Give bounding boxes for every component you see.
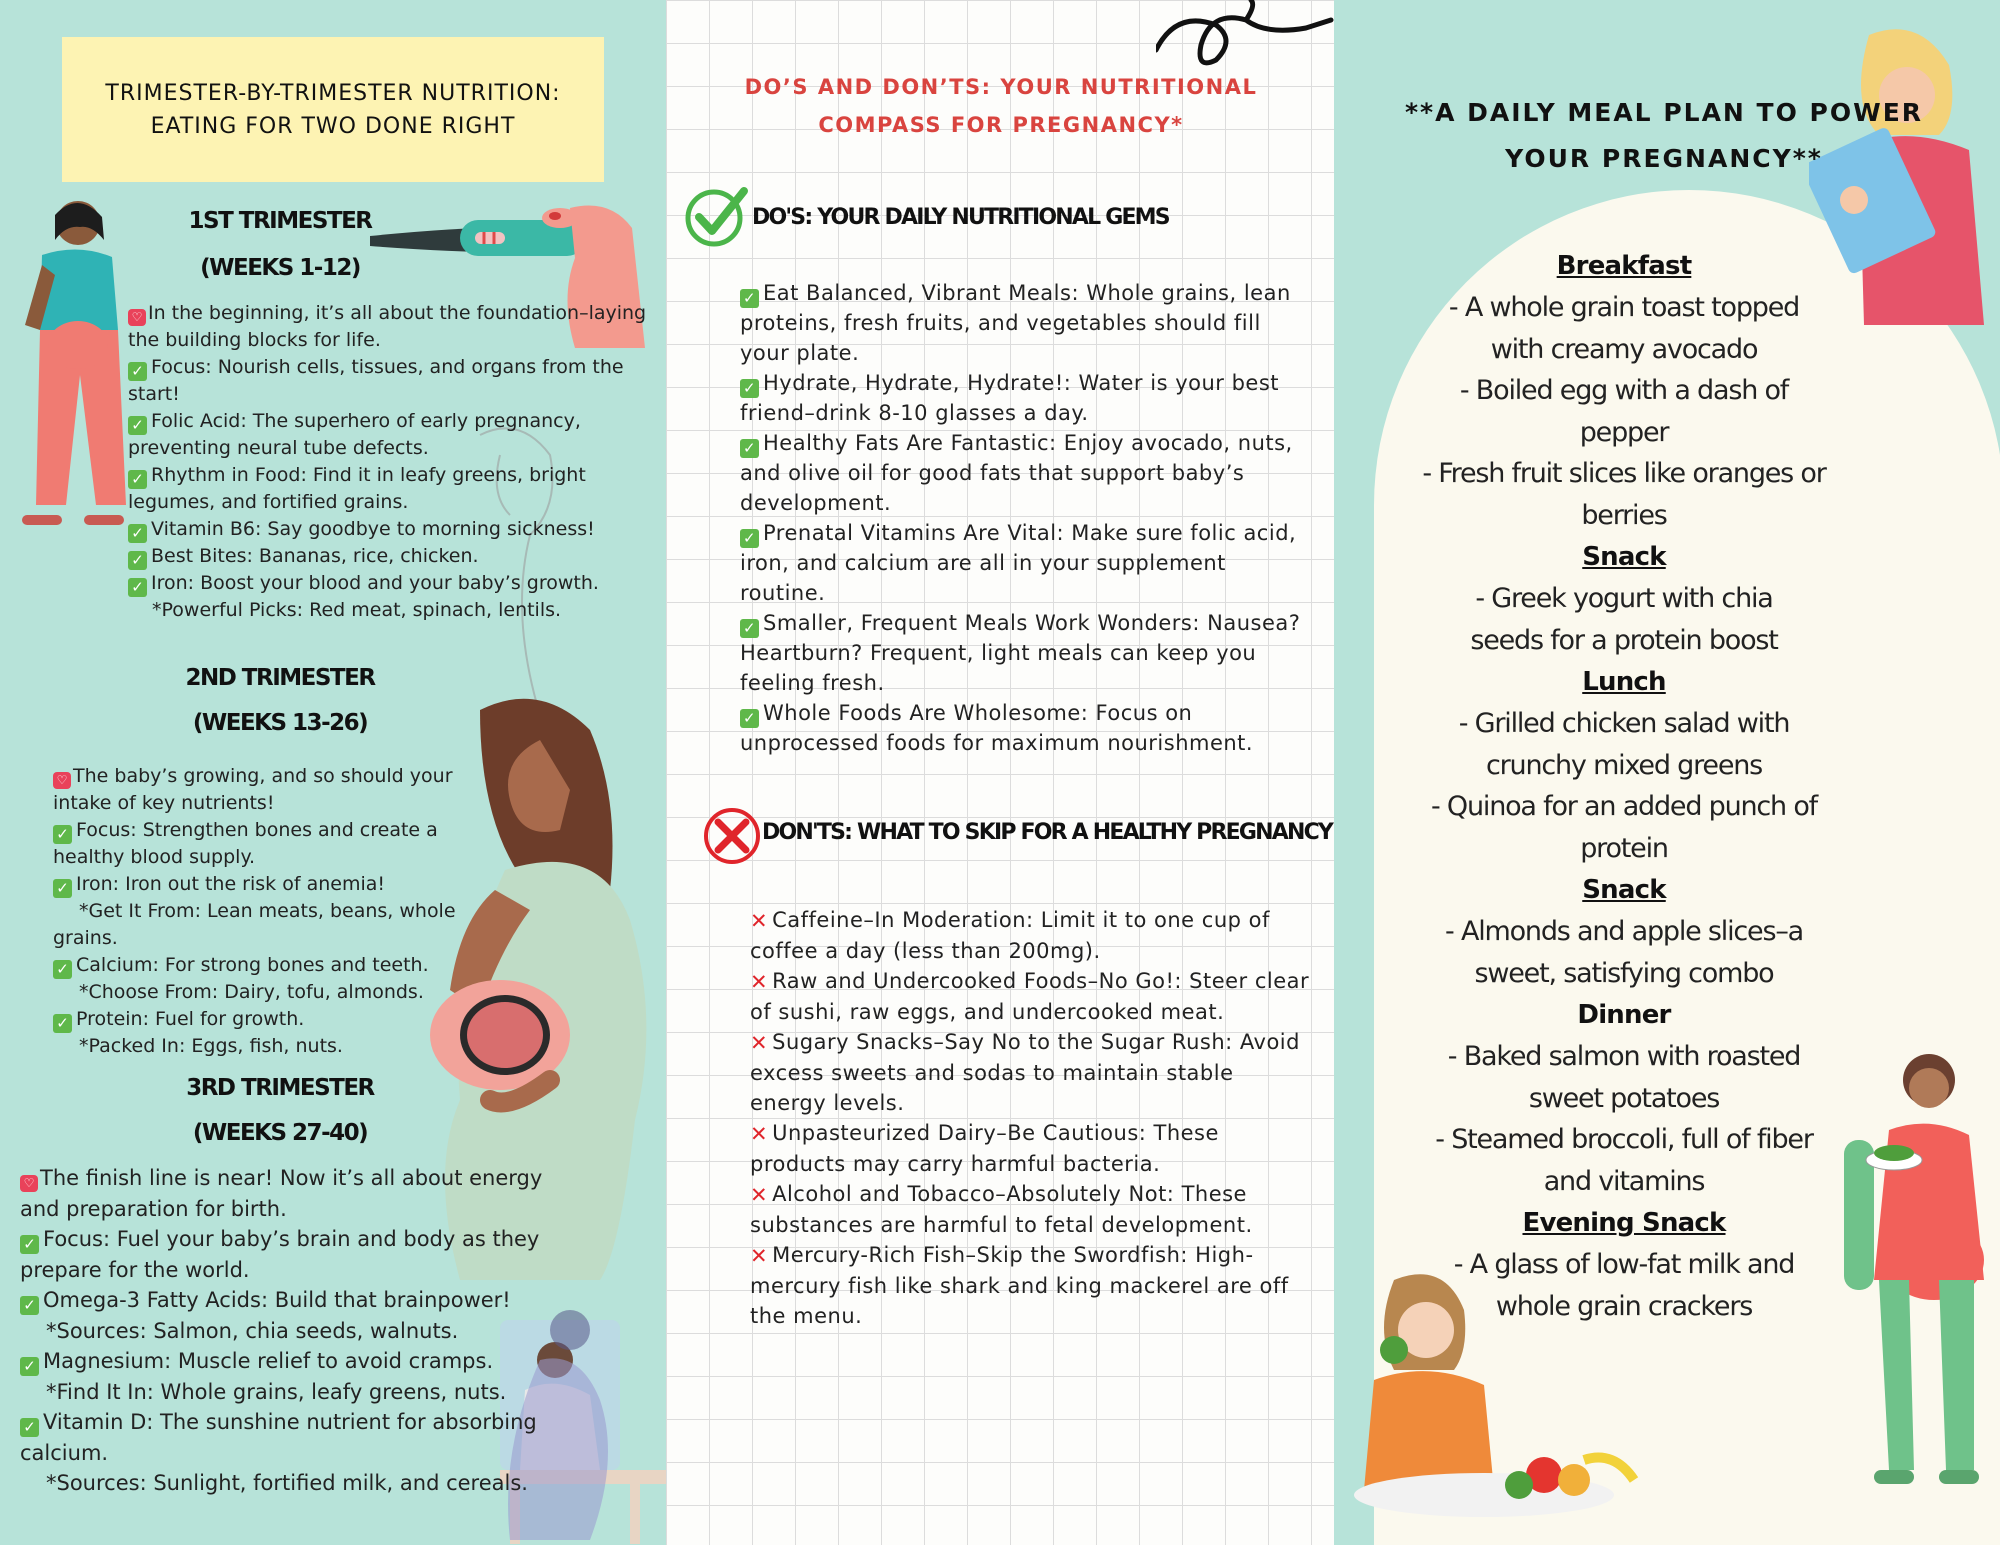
t3-heading: 3RD TRIMESTER	[186, 1075, 374, 1101]
meal-snack-1	[1334, 536, 1914, 661]
check-icon: ✓	[20, 1235, 39, 1254]
donts-heading: DON'TS: WHAT TO SKIP FOR A HEALTHY PREGNANCY	[762, 820, 1333, 845]
do-item: ✓ Whole Foods Are Wholesome: Focus on unprocessed foods for maximum nourishment.	[740, 701, 1254, 755]
t1-intro: ♡ In the beginning, it’s all about the foundation–laying the building blocks for life.	[128, 302, 647, 351]
meal-items	[1334, 703, 1914, 869]
t2-heading: 2ND TRIMESTER	[185, 665, 375, 691]
cross-circle-icon	[702, 806, 762, 866]
do-item: ✓ Healthy Fats Are Fantastic: Enjoy avocado, nuts, and olive oil for good fats that support baby’s development.	[740, 431, 1293, 515]
check-icon: ✓	[740, 439, 759, 458]
dont-item: ✕ Raw and Undercooked Foods–No Go!: Steer clear of sushi, raw eggs, and undercooked meat.	[750, 969, 1310, 1024]
t1-item: ✓ Folic Acid: The superhero of early pregnancy, preventing neural tube defects.	[128, 410, 581, 459]
cross-icon: ✕	[750, 1122, 769, 1146]
t2-weeks: (WEEKS 13-26)	[192, 710, 368, 736]
check-icon: ✓	[53, 825, 72, 844]
meal-items	[1334, 578, 1914, 661]
dont-item: ✕ Sugary Snacks–Say No to the Sugar Rush: Avoid excess sweets and sodas to maintain stable energy levels.	[750, 1030, 1300, 1115]
meal-item: - Boiled egg with a dash of pepper	[1459, 375, 1789, 448]
t1-item: ✓ Rhythm in Food: Find it in leafy greens, bright legumes, and fortified grains.	[128, 464, 586, 513]
dont-item: ✕ Caffeine–In Moderation: Limit it to one cup of coffee a day (less than 200mg).	[750, 908, 1270, 963]
check-icon: ✓	[128, 470, 147, 489]
t1-heading: 1ST TRIMESTER	[188, 208, 372, 234]
do-item: ✓ Smaller, Frequent Meals Work Wonders: Nausea? Heartburn? Frequent, light meals can keep you feeling fresh.	[740, 611, 1301, 695]
t3-magnesium-note: *Find It In: Whole grains, leafy greens, nuts.	[46, 1379, 507, 1404]
t3-omega-note: *Sources: Salmon, chia seeds, walnuts.	[46, 1318, 459, 1343]
t3-item: ✓ Magnesium: Muscle relief to avoid cramps.	[20, 1346, 580, 1377]
t3-vitd-note: *Sources: Sunlight, fortified milk, and cereals.	[46, 1471, 528, 1495]
dont-item: ✕ Mercury-Rich Fish–Skip the Swordfish: High-mercury fish like shark and king mackerel are off the menu.	[750, 1243, 1289, 1328]
heart-icon: ♡	[53, 772, 71, 789]
dos-list	[740, 278, 1310, 758]
meal-lunch	[1334, 661, 1914, 869]
cross-icon: ✕	[750, 1183, 769, 1207]
t1-item: ✓ Iron: Boost your blood and your baby’s growth.	[128, 570, 663, 597]
meal-plan-title: **A DAILY MEAL PLAN TO POWER YOUR PREGNANCY**	[1404, 98, 1924, 173]
scribble-decoration-icon	[1156, 0, 1334, 75]
t2-item: ✓ Focus: Strengthen bones and create a healthy blood supply.	[53, 819, 438, 868]
meal-breakfast	[1334, 245, 1914, 536]
check-icon: ✓	[128, 524, 147, 543]
t1-weeks: (WEEKS 1-12)	[200, 255, 360, 281]
middle-panel	[666, 0, 1334, 1545]
meal-items	[1334, 911, 1914, 994]
meal-items	[1334, 1036, 1914, 1202]
check-icon: ✓	[128, 362, 147, 381]
meal-item: - A glass of low-fat milk and whole grain crackers	[1453, 1249, 1795, 1322]
left-panel	[0, 0, 666, 1545]
meal-plan-list	[1334, 245, 1914, 1327]
check-icon: ✓	[128, 551, 147, 570]
check-icon: ✓	[53, 1014, 72, 1033]
do-item: ✓ Hydrate, Hydrate, Hydrate!: Water is your best friend–drink 8-10 glasses a day.	[740, 371, 1280, 425]
meal-item: - Steamed broccoli, full of fiber and vitamins	[1435, 1124, 1813, 1197]
t1-content	[128, 300, 663, 624]
do-item: ✓ Eat Balanced, Vibrant Meals: Whole grains, lean proteins, fresh fruits, and vegetables should fill your plate.	[740, 281, 1291, 365]
t3-weeks: (WEEKS 27-40)	[192, 1120, 368, 1146]
title-box	[62, 37, 604, 182]
t2-calcium-note: *Choose From: Dairy, tofu, almonds.	[79, 981, 424, 1003]
t1-note: *Powerful Picks: Red meat, spinach, lentils.	[152, 599, 562, 621]
check-icon: ✓	[740, 709, 759, 728]
do-item: ✓ Prenatal Vitamins Are Vital: Make sure folic acid, iron, and calcium are all in your supplement routine.	[740, 521, 1297, 605]
check-icon: ✓	[740, 529, 759, 548]
t2-content	[53, 763, 483, 1060]
t1-item: ✓ Focus: Nourish cells, tissues, and organs from the start!	[128, 356, 624, 405]
check-icon: ✓	[740, 289, 759, 308]
woman-eating-salad-illustration	[1334, 1270, 1664, 1545]
t2-item: ✓ Calcium: For strong bones and teeth.	[53, 952, 483, 979]
check-icon: ✓	[128, 578, 147, 597]
meal-item: - Baked salmon with roasted sweet potatoes	[1447, 1041, 1801, 1114]
check-icon: ✓	[740, 379, 759, 398]
meal-item: - Quinoa for an added punch of protein	[1431, 791, 1817, 864]
meal-heading: Dinner	[1577, 1000, 1671, 1030]
t3-item: ✓ Focus: Fuel your baby’s brain and body as they prepare for the world.	[20, 1227, 540, 1282]
check-icon: ✓	[128, 416, 147, 435]
meal-heading: Breakfast	[1556, 251, 1692, 281]
meal-heading: Evening Snack	[1522, 1208, 1726, 1238]
meal-snack-2	[1334, 869, 1914, 994]
donts-list	[750, 905, 1310, 1331]
meal-dinner	[1334, 994, 1914, 1202]
check-icon: ✓	[53, 879, 72, 898]
t2-intro: ♡ The baby’s growing, and so should your intake of key nutrients!	[53, 765, 453, 814]
right-panel	[1334, 0, 2000, 1545]
t1-item: ✓ Vitamin B6: Say goodbye to morning sickness!	[128, 516, 663, 543]
meal-item: - A whole grain toast topped with creamy avocado	[1448, 292, 1800, 365]
meal-heading: Snack	[1582, 875, 1666, 905]
cross-icon: ✕	[750, 1244, 769, 1268]
check-icon: ✓	[53, 960, 72, 979]
meal-heading: Snack	[1582, 542, 1666, 572]
meal-item: - Fresh fruit slices like oranges or berries	[1422, 458, 1826, 531]
dos-donts-title: DO’S AND DON’TS: YOUR NUTRITIONAL COMPASS FOR PREGNANCY*	[744, 75, 1258, 137]
t3-content	[20, 1163, 580, 1499]
dos-heading: DO'S: YOUR DAILY NUTRITIONAL GEMS	[752, 205, 1169, 230]
t2-protein-note: *Packed In: Eggs, fish, nuts.	[79, 1035, 343, 1057]
t3-item: ✓ Vitamin D: The sunshine nutrient for absorbing calcium.	[20, 1410, 537, 1465]
dont-item: ✕ Unpasteurized Dairy–Be Cautious: These products may carry harmful bacteria.	[750, 1121, 1219, 1176]
meal-items	[1334, 287, 1914, 536]
check-icon: ✓	[740, 619, 759, 638]
cross-icon: ✕	[750, 1031, 769, 1055]
meal-item: - Greek yogurt with chia seeds for a protein boost	[1470, 583, 1778, 656]
t1-item: ✓ Best Bites: Bananas, rice, chicken.	[128, 543, 663, 570]
check-icon: ✓	[20, 1418, 39, 1437]
t3-item: ✓ Omega-3 Fatty Acids: Build that brainpower!	[20, 1285, 580, 1316]
t2-item: ✓ Protein: Fuel for growth.	[53, 1006, 483, 1033]
heart-icon: ♡	[20, 1175, 38, 1192]
check-icon: ✓	[20, 1296, 39, 1315]
page-title: TRIMESTER-BY-TRIMESTER NUTRITION: EATING FOR TWO DONE RIGHT	[105, 80, 561, 139]
cross-icon: ✕	[750, 970, 769, 994]
t3-intro: ♡ The finish line is near! Now it’s all about energy and preparation for birth.	[20, 1166, 543, 1221]
t2-iron-note: *Get It From: Lean meats, beans, whole grains.	[53, 900, 456, 949]
meal-heading: Lunch	[1582, 667, 1666, 697]
pregnant-woman-eating-illustration	[1834, 1040, 2000, 1510]
heart-icon: ♡	[128, 309, 146, 326]
meal-item: - Almonds and apple slices–a sweet, satisfying combo	[1445, 916, 1803, 989]
dont-item: ✕ Alcohol and Tobacco–Absolutely Not: These substances are harmful to fetal development.	[750, 1182, 1253, 1237]
t2-item: ✓ Iron: Iron out the risk of anemia!	[53, 871, 483, 898]
check-circle-icon	[684, 185, 750, 247]
meal-item: - Grilled chicken salad with crunchy mixed greens	[1458, 708, 1790, 781]
check-icon: ✓	[20, 1357, 39, 1376]
cross-icon: ✕	[750, 909, 769, 933]
